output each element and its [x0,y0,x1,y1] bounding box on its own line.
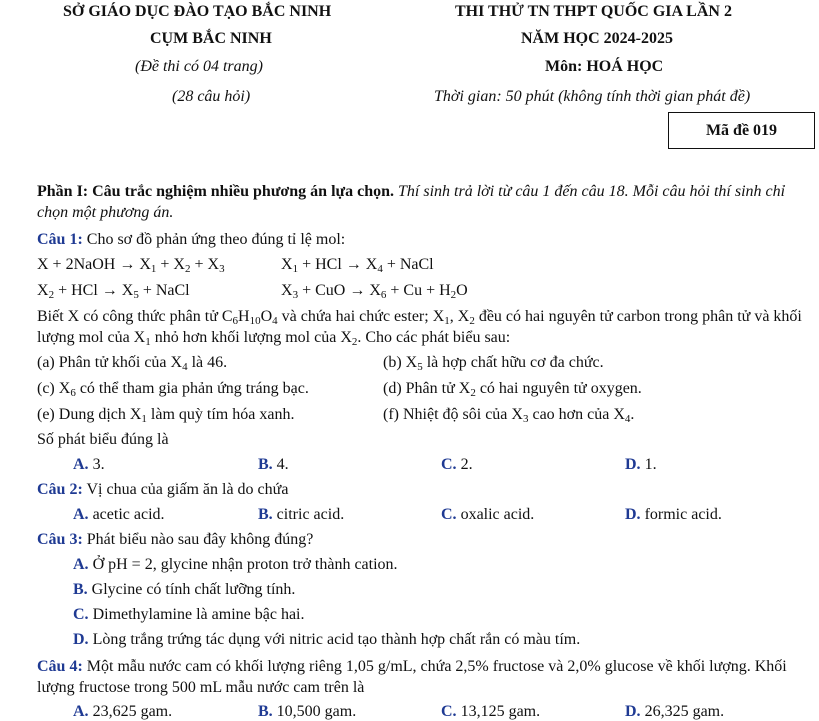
statement-b: (b) $X_5$ là hợp chất hữu cơ đa chức. [383,354,604,373]
q2-stem: Vị chua của giấm ăn là do chứa [86,481,289,498]
q1-option-c: C. 2. [441,456,473,473]
subject: Môn: HOÁ HỌC [545,58,664,75]
q4-option-a: A. 23,625 gam. [73,703,173,720]
exam-code: Mã đề 019 [705,121,778,139]
part1-heading [37,181,812,223]
q3-option-a: A. Ở pH = 2, glycine nhận proton trở thành cation. [73,556,398,573]
q1-option-b: B. 4. [258,456,289,473]
q1-stem: Cho sơ đồ phản ứng theo đúng tỉ lệ mol: [86,231,346,248]
q4-stem-block [37,656,812,698]
q2-option-a: A. acetic acid. [73,506,165,523]
q2-label: Câu 2: [37,481,83,498]
q1-option-d: D. 1. [625,456,657,473]
q4-stem: Một mẫu nước cam có khối lượng riêng 1,05 g/mL, chứa 2,5% fructose và 2,0% glucose về khối lượng. Khối lượng fructose trong 500 mL mẫu nước cam trên là [37,658,787,696]
q2-stem-line [37,481,288,499]
reaction-1: X + 2NaOH → $X_1 + X_2 + X_3$ [37,256,225,275]
q4-option-d: D. 26,325 gam. [625,703,725,720]
time-limit: Thời gian: 50 phút (không tính thời gian phát đề) [434,88,751,105]
part1-instructions: Thí sinh trả lời từ câu 1 đến câu 18. Mỗi câu hỏi thí sinh chỉ chọn một phương án. [37,183,786,221]
statement-d: (d) Phân tử $X_2$ có hai nguyên tử oxygen. [383,380,642,399]
q2-option-d: D. formic acid. [625,506,722,523]
q3-option-b: B. Glycine có tính chất lưỡng tính. [73,581,296,598]
statement-e: (e) Dung dịch $X_1$ làm quỳ tím hóa xanh. [37,406,295,425]
q2-option-b: B. citric acid. [258,506,345,523]
statement-a: (a) Phân tử khối của $X_4$ là 46. [37,354,228,373]
reaction-4: $X_3$ + CuO → $X_6 + Cu + H_2O$ [281,282,468,301]
page-count: (Đề thi có 04 trang) [135,58,263,75]
q3-stem: Phát biểu nào sau đây không đúng? [86,531,314,548]
q1-description: Biết X có công thức phân tử $C_6H_{10}O_4$ và chứa hai chức ester; $X_1$, $X_2$ đều có hai nguyên tử carbon trong phân tử và khối lượng mol của $X_1$ nhỏ hơn khối lượng mol của $X_2$. Cho các phát biểu sau: [37,308,802,348]
q3-stem-line [37,531,313,549]
q3-label: Câu 3: [37,531,83,548]
exam-title: THI THỬ TN THPT QUỐC GIA LẦN 2 [455,3,732,20]
statement-f: (f) Nhiệt độ sôi của $X_3$ cao hơn của $X_4$. [383,406,635,425]
q4-option-b: B. 10,500 gam. [258,703,357,720]
q4-option-c: C. 13,125 gam. [441,703,541,720]
school-year: NĂM HỌC 2024-2025 [521,30,673,47]
q1-option-a: A. 3. [73,456,105,473]
cluster-name: CỤM BẮC NINH [150,30,272,47]
part1-title: Phần I: Câu trắc nghiệm nhiều phương án lựa chọn. [37,183,395,200]
q2-option-c: C. oxalic acid. [441,506,535,523]
statement-c: (c) $X_6$ có thể tham gia phản ứng tráng bạc. [37,380,309,399]
q3-option-c: C. Dimethylamine là amine bậc hai. [73,606,305,623]
question-count: (28 câu hỏi) [172,88,251,105]
q4-label: Câu 4: [37,658,83,675]
q1-stem-line [37,231,345,249]
q1-label: Câu 1: [37,231,83,248]
department-name: SỞ GIÁO DỤC ĐÀO TẠO BẮC NINH [63,3,332,20]
reaction-3: $X_2$ + HCl → $X_5$ + NaCl [37,282,190,301]
reaction-2: $X_1$ + HCl → $X_4$ + NaCl [281,256,434,275]
q3-option-d: D. Lòng trắng trứng tác dụng với nitric acid tạo thành hợp chất rắn có màu tím. [73,631,581,648]
q1-ask: Số phát biểu đúng là [37,431,169,448]
exam-code-box [668,112,815,149]
